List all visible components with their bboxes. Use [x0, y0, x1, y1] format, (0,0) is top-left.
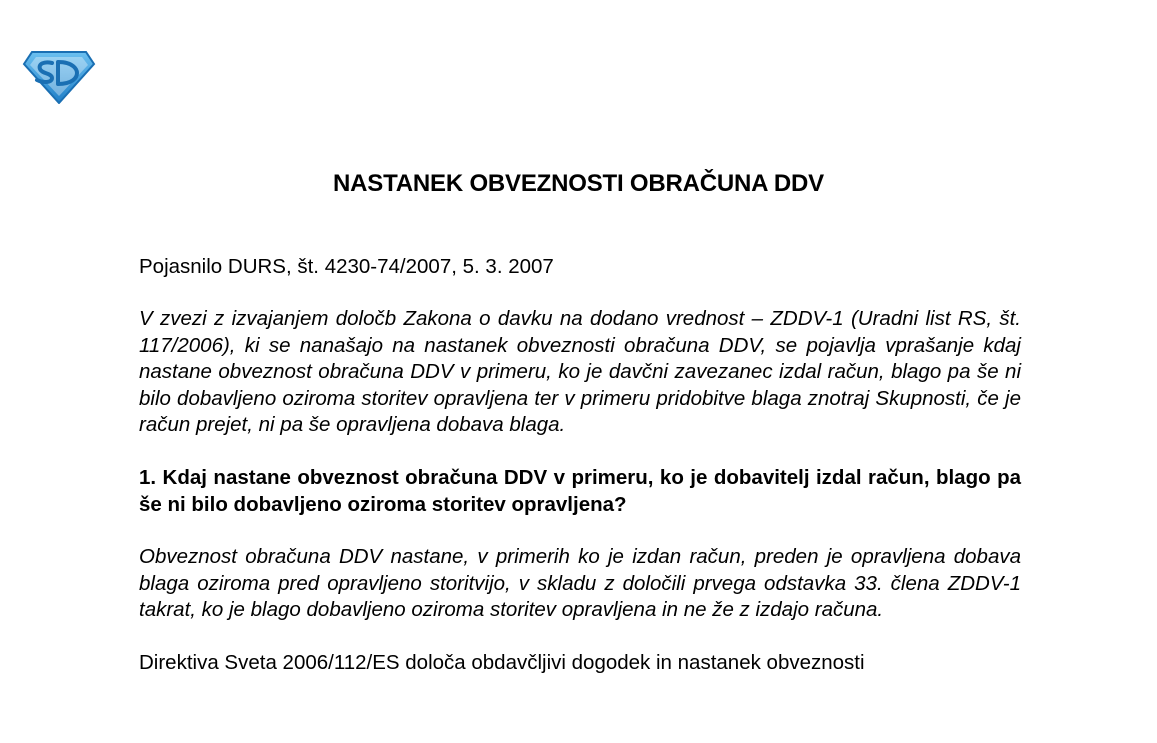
company-logo [22, 48, 96, 104]
body-paragraph-2: Direktiva Sveta 2006/112/ES določa obdavčljivi dogodek in nastanek obveznosti [139, 651, 865, 675]
source-reference: Pojasnilo DURS, št. 4230-74/2007, 5. 3. 2007 [139, 255, 554, 278]
document-title: NASTANEK OBVEZNOSTI OBRAČUNA DDV [333, 170, 824, 197]
document-body [139, 254, 1021, 677]
question-heading-1: 1. Kdaj nastane obveznost obračuna DDV v primeru, ko je dobavitelj izdal račun, blago pa še ni bilo dobavljeno oziroma storitev opravljena? [139, 466, 1021, 516]
sd-shield-logo-icon [22, 48, 96, 104]
answer-paragraph-1: Obveznost obračuna DDV nastane, v primerih ko je izdan račun, preden je opravljena dobava blaga oziroma pred opravljeno storitvijo, v skladu z določili prvega odstavka 33. člena ZDDV-1 takrat, ko je blago dobavljeno oziroma storitev opravljena in ne že z izdajo računa. [139, 545, 1021, 622]
intro-paragraph: V zvezi z izvajanjem določb Zakona o davku na dodano vrednost – ZDDV-1 (Uradni list RS, št. 117/2006), ki se nanašajo na nastanek obveznosti obračuna DDV, se pojavlja vprašanje kdaj nastane obveznost obračuna DDV v primeru, ko je davčni zavezanec izdal račun, blago pa še ni bilo dobavljeno oziroma storitev opravljena ter v primeru pridobitve blaga znotraj Skupnosti, če je račun prejet, ni pa še opravljena dobava blaga. [139, 307, 1021, 437]
